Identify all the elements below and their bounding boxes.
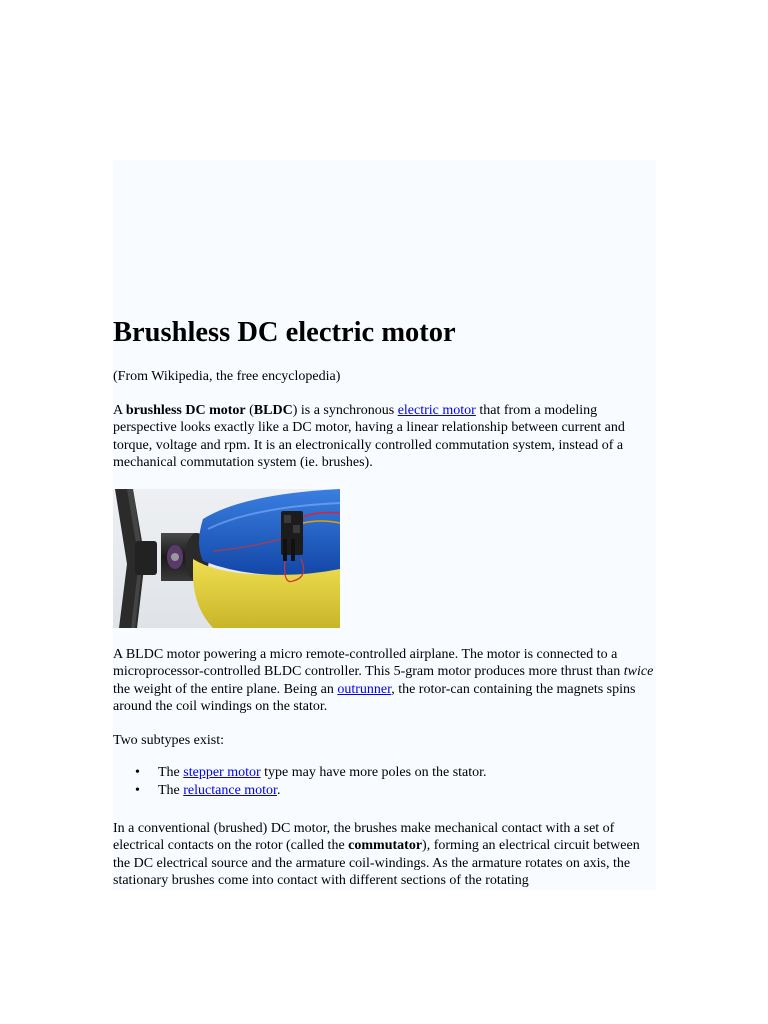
- list-item: [113, 764, 653, 782]
- abbreviation-bold: BLDC: [253, 403, 293, 418]
- stepper-motor-link[interactable]: stepper motor: [183, 765, 261, 780]
- commutator-bold: commutator: [348, 838, 423, 854]
- intro-text: (: [245, 403, 254, 418]
- list-item-text: type may have more poles on the stator.: [260, 765, 487, 780]
- term-bold: brushless DC motor: [125, 403, 246, 418]
- intro-text: that from a modeling perspective looks exactly like a DC motor, having a linear relationship between current and torque, voltage and rpm. It is an electronically controlled commutation system, instead of a mechanical commutation system (ie. brushes).: [113, 403, 625, 470]
- intro-text: ) is a synchronous: [292, 403, 398, 418]
- list-item-text: The: [158, 765, 184, 780]
- caption-text: the weight of the entire plane. Being an: [113, 681, 338, 697]
- source-line: (From Wikipedia, the free encyclopedia): [113, 369, 341, 384]
- electric-motor-link[interactable]: electric motor: [397, 403, 476, 418]
- intro-paragraph: [113, 402, 656, 471]
- bullet-icon: •: [135, 783, 140, 798]
- list-item: [113, 782, 653, 800]
- list-item-text: The: [158, 783, 184, 798]
- bullet-icon: •: [135, 765, 140, 780]
- list-item-text: .: [276, 783, 281, 798]
- intro-text: A: [113, 403, 126, 418]
- conventional-paragraph: [113, 820, 656, 889]
- caption-italic: twice: [623, 664, 654, 680]
- paragraph-text: ), forming an electrical circuit between the DC electrical source and the armature coil-windings. As the armature rotates on axis, the stationary brushes come into contact with different sections of the rotating: [113, 838, 640, 888]
- subtypes-intro: Two subtypes exist:: [113, 733, 225, 748]
- bldc-motor-airplane-photo: [113, 489, 340, 628]
- motor-photo-illustration: [113, 489, 340, 628]
- reluctance-motor-link[interactable]: reluctance motor: [183, 783, 277, 798]
- page-title: Brushless DC electric motor: [113, 317, 456, 348]
- subtypes-list: [113, 764, 653, 800]
- caption-text: , the rotor-can containing the magnets spins around the coil windings on the stator.: [113, 681, 636, 714]
- photo-caption: [113, 646, 656, 715]
- paragraph-text: In a conventional (brushed) DC motor, the brushes make mechanical contact with a set of electrical contacts on the rotor (called the: [113, 821, 615, 854]
- document-page: [113, 160, 656, 890]
- outrunner-link[interactable]: outrunner: [337, 681, 392, 697]
- caption-text: A BLDC motor powering a micro remote-controlled airplane. The motor is connected to a microprocessor-controlled BLDC controller. This 5-gram motor produces more thrust than: [113, 647, 624, 680]
